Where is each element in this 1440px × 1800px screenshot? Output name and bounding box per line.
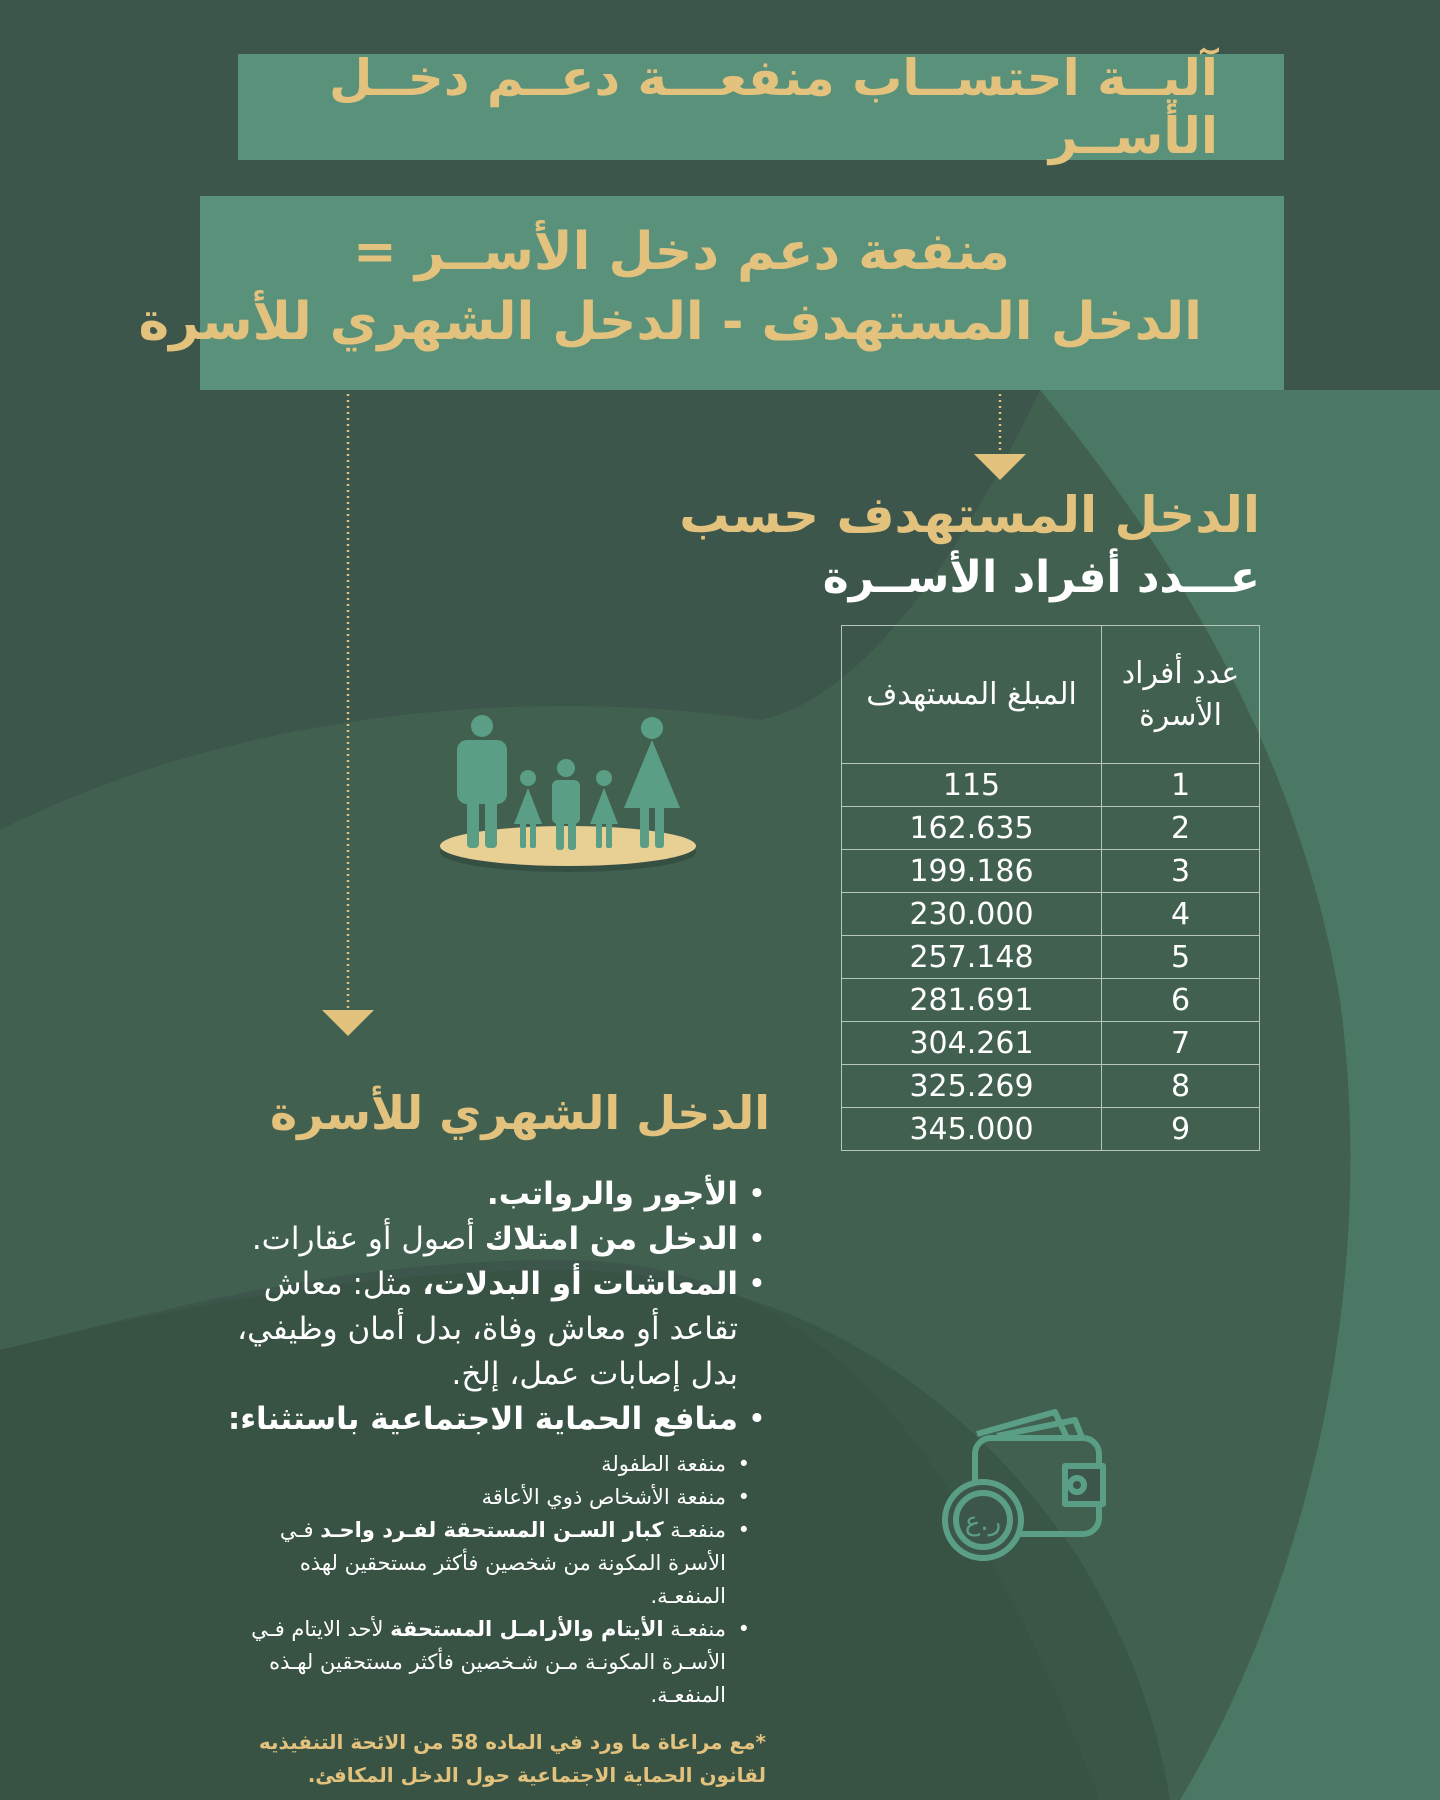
item-bold-text: الدخل من امتلاك xyxy=(484,1221,738,1257)
members-cell: 7 xyxy=(1102,1022,1260,1065)
members-cell: 8 xyxy=(1102,1065,1260,1108)
exception-text: منفعة الأشخاص ذوي الأعاقة xyxy=(481,1485,726,1509)
members-cell: 5 xyxy=(1102,936,1260,979)
target-amount-table xyxy=(841,625,1260,1151)
target-income-title-line-2: عـــدد أفراد الأســرة xyxy=(822,552,1260,603)
item-bold-text: الأجور والرواتب. xyxy=(486,1176,738,1212)
members-cell: 2 xyxy=(1102,807,1260,850)
target-income-heading xyxy=(679,486,1260,603)
table-row xyxy=(842,807,1260,850)
column-header-members: عدد أفراد الأسرة xyxy=(1102,626,1260,764)
exception-tail: لأحد الايتام فـي الأسـرة المكونـة مـن شـخصين فأكثر مستحقين لهـذه المنفعـة. xyxy=(251,1617,726,1707)
list-item xyxy=(234,1514,754,1613)
page-title: آليــة احتســاب منفعـــة دعــم دخــل الأســر xyxy=(329,49,1218,165)
item-bold-text: المعاشات أو البدلات، xyxy=(422,1266,738,1302)
exception-prefix: منفعـة xyxy=(663,1617,726,1641)
currency-symbol: ر.ع xyxy=(964,1507,1002,1537)
list-item xyxy=(234,1613,754,1712)
list-item xyxy=(206,1172,766,1217)
table-row xyxy=(842,936,1260,979)
exception-tail: فـي الأسرة المكونة من شخصين فأكثر مستحقين لهذه المنفعـة. xyxy=(279,1518,726,1608)
members-cell: 4 xyxy=(1102,893,1260,936)
table-header-row xyxy=(842,626,1260,764)
item-text: أصول أو عقارات. xyxy=(251,1221,485,1257)
amount-cell: 304.261 xyxy=(842,1022,1102,1065)
members-cell: 9 xyxy=(1102,1108,1260,1151)
list-item xyxy=(206,1262,766,1397)
exception-prefix: منفعـة xyxy=(663,1518,726,1542)
column-header-amount: المبلغ المستهدف xyxy=(842,626,1102,764)
exception-bold-text: كبار السـن المستحقة لفـرد واحـد xyxy=(320,1518,664,1542)
monthly-income-heading: الدخل الشهري للأسرة xyxy=(269,1086,770,1140)
income-sources-list xyxy=(206,1172,766,1442)
exceptions-list xyxy=(234,1448,754,1712)
table-row xyxy=(842,1065,1260,1108)
list-item xyxy=(234,1448,754,1481)
footnote: *مع مراعاة ما ورد في الماده 58 من الائحة التنفيذيه لقانون الحماية الاجتماعية حول الدخل المكافئ. xyxy=(258,1730,766,1787)
formula-band xyxy=(138,196,1284,390)
table-row xyxy=(842,1022,1260,1065)
formula-line-2: الدخل المستهدف - الدخل الشهري للأسرة xyxy=(138,292,1202,352)
list-item xyxy=(234,1481,754,1514)
target-income-title-line-1: الدخل المستهدف حسب xyxy=(679,486,1260,544)
family-icon xyxy=(430,700,710,880)
amount-cell: 325.269 xyxy=(842,1065,1102,1108)
item-bold-text: منافع الحماية الاجتماعية باستثناء: xyxy=(227,1401,738,1437)
list-item xyxy=(206,1397,766,1442)
exception-text: منفعة الطفولة xyxy=(601,1452,726,1476)
amount-cell: 162.635 xyxy=(842,807,1102,850)
amount-cell: 345.000 xyxy=(842,1108,1102,1151)
item-text: مثل: معاش تقاعد أو معاش وفاة، بدل أمان وظيفي، بدل إصابات عمل، إلخ. xyxy=(237,1266,738,1392)
table-row xyxy=(842,850,1260,893)
table-row xyxy=(842,764,1260,807)
members-cell: 3 xyxy=(1102,850,1260,893)
exception-bold-text: الأيتام والأرامـل المستحقة xyxy=(390,1617,664,1641)
table-row xyxy=(842,979,1260,1022)
list-item xyxy=(206,1217,766,1262)
members-cell: 6 xyxy=(1102,979,1260,1022)
amount-cell: 257.148 xyxy=(842,936,1102,979)
amount-cell: 199.186 xyxy=(842,850,1102,893)
wallet-coin-icon xyxy=(935,1400,1135,1570)
table-row xyxy=(842,1108,1260,1151)
members-cell: 1 xyxy=(1102,764,1260,807)
formula-line-1: منفعة دعم دخل الأســر = xyxy=(353,222,1010,282)
amount-cell: 115 xyxy=(842,764,1102,807)
header-band xyxy=(238,49,1284,165)
amount-cell: 230.000 xyxy=(842,893,1102,936)
table-row xyxy=(842,893,1260,936)
amount-cell: 281.691 xyxy=(842,979,1102,1022)
